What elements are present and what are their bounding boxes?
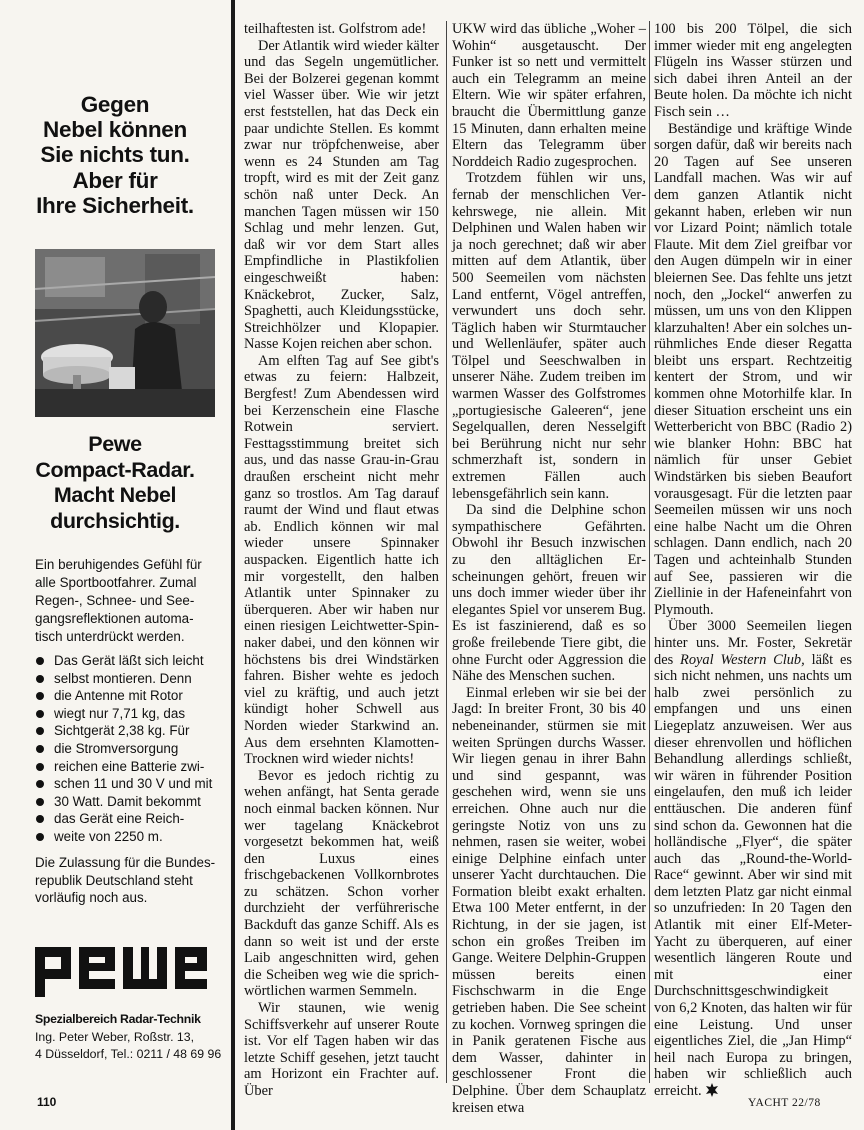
article-text: Über 3000 Seemeilen liegen hinter uns. Mr. Foster, Sekretär des [654, 618, 852, 668]
article-paragraph: Am elften Tag auf See gibt's etwas zu feiern: Halbzeit, Bergfest! Zum Abendessen wird bei Kerzenschein eine Flasche Rotwein serviert. Festtagsstimmung breitet sich aus, und das nasse Grau-in-Grau draußen erscheint nicht mehr ganz so trostlos. Am Tag darauf raumt der Wind und flaut etwas ab. Endlich können wir mal wieder unsere Spinnaker auspacken. Eigentlich hatte ich mir vorgestellt, den halben Atlantik unter Spinnaker zu überqueren. Aber wir haben nur einen riesigen Leichtwetter-Spinnaker dabei, und den können wir höchstens bis drei Windstärken fahren. Bisher wehte es jedoch viel zu kräftig, und auch jetzt kündigt hoher Schwell aus Norden wieder Starkwind an. Aus dem ersehnten Klamotten-Trocknen wird wieder nichts! [244, 352, 439, 768]
ad-feature-item [35, 722, 230, 740]
bullet-icon [36, 780, 44, 788]
bullet-icon [36, 763, 44, 771]
magazine-name: YACHT [748, 1097, 789, 1109]
article-column-1 [244, 21, 439, 1099]
ad-feature-text: 30 Watt. Damit bekommt [54, 793, 201, 809]
ad-feature-text: wiegt nur 7,71 kg, das [54, 705, 186, 721]
bullet-icon [36, 692, 44, 700]
ad-headline [10, 92, 220, 218]
ad-feature-item [35, 793, 230, 811]
ad-feature-item [35, 740, 230, 758]
ad-feature-list [35, 652, 230, 846]
ad-feature-text: das Gerät eine Reich- [54, 811, 185, 827]
ad-address-line: Ing. Peter Weber, Roßstr. 13, [35, 1030, 195, 1044]
ad-headline-line: Aber für [72, 167, 158, 193]
issue-number: 22/78 [792, 1097, 821, 1109]
pewe-logo [35, 937, 207, 1002]
bullet-icon [36, 710, 44, 718]
club-name: Royal Western Club, [680, 651, 805, 668]
column-rule [649, 21, 650, 1083]
ad-intro-line: Ein beruhigendes Gefühl für [35, 557, 202, 572]
ad-approval-line: Die Zulassung für die Bundes- [35, 855, 216, 870]
ad-intro-line: tisch unterdrückt werden. [35, 629, 185, 644]
ad-department: Spezialbereich Radar-Technik [35, 1012, 201, 1026]
article-text: läßt es sich nicht nehmen, uns nachts um halb zwei persönlich zu empfangen und uns einen Liegeplatz anzuweisen. Wer aus dieser ehrenvollen und höflichen Behandlung allerdings schließt, wir wären in führender Position eingelaufen, den muß ich leider enttäuschen. Die anderen fünf sind schon da. Gewonnen hat die holländische „Flyer“, die später auch das „Round-the-World-Race“ gewinnt. Aber wir sind mit dem letzten Platz gar nicht einmal so unzufrieden: In 20 Tagen den Atlantik mit einer Elf-Meter-Yacht zu überqueren, auf einer wesentlich längeren Route und mit einer Durchschnittsgeschwindigkeit von 6,2 Knoten, das halten wir für eine Leistung. Und unser eigentliches Ziel, die „Jan Himp“ heil nach Europa zu bringen, haben wir schließlich auch erreicht. [654, 651, 853, 1099]
ad-feature-item [35, 775, 230, 793]
ad-feature-text: die Antenne mit Rotor [54, 688, 183, 704]
ad-feature-item [35, 687, 230, 705]
ad-feature-text: selbst montieren. Denn [54, 670, 192, 686]
ad-feature-text: reichen eine Batterie zwi- [54, 758, 205, 774]
column-rule [446, 21, 447, 1083]
bullet-icon [36, 657, 44, 665]
bullet-icon [36, 745, 44, 753]
article-column-2 [452, 21, 646, 1116]
ad-address-line: 4 Düsseldorf, Tel.: 0211 / 48 69 96 [35, 1047, 222, 1061]
ad-feature-item [35, 758, 230, 776]
ad-feature-item [35, 810, 230, 828]
article-end-mark-icon [705, 1083, 719, 1097]
ad-headline-line: Nebel können [43, 117, 187, 143]
article-paragraph: 100 bis 200 Tölpel, die sich immer wieder mit eng angelegten Flügeln ins Wasser stürzen und sich dabei ihren Anteil an der Beute holen. Da möchte ich nicht Fisch sein … [654, 21, 852, 120]
bullet-icon [36, 675, 44, 683]
article-paragraph: Bevor es jedoch richtig zu wehen anfängt, hat Senta gerade noch einmal backen können. Nur wer tagelang Knäckebrot vorgesetzt bekommen hat, weiß den Luxus eines frischgebackenen Vollkornbrotes zu schätzen. Schon vorher durchzieht der verführerische Backduft das ganze Schiff. Als es dann so weit ist und der erste Laib angeschnitten wird, gehen die Scheiben weg wie die sprichwörtlichen warmen Semmeln. [244, 767, 439, 1000]
bullet-icon [36, 798, 44, 806]
bullet-icon [36, 815, 44, 823]
article-paragraph: Beständige und kräftige Winde sorgen dafür, daß wir bereits nach 20 Tagen auf See unseren Landfall machen. Was wir auf dem ganzen Atlantik nicht gekannt haben, erleben wir nun vor Lizard Point; nämlich totale Flaute. Mit dem Ziel greifbar vor den Augen dümpeln wir in einer bleiernen See. Das fehlte uns jetzt noch, den „Jockel“ anwerfen zu müssen, um uns von den Klippen klarzuhalten! Aber ein solches unrühmliches Ende dieser Regatta bleibt uns erspart. Rechtzeitig kentert der Strom, und wir kommen ohne Motorhilfe klar. In dieser Situation erscheint uns ein Wetterbericht von BBC (Radio 2) wie blanker Hohn: BBC hat nämlich für unser Gebiet Windstärken bis sieben Beaufort vorausgesagt. Für die letzten paar Seemeilen müssen wir uns noch eine halbe Nacht um die Ohren schlagen. Dann endlich, nach 20 Tagen und achteinhalb Stunden auf See, passieren wir die Ziellinie in der Hafeneinfahrt von Plymouth. [654, 120, 852, 618]
ad-feature-item [35, 670, 230, 688]
article-paragraph: Wir staunen, wie wenig Schiffsverkehr auf unserer Route ist. Vor elf Tagen haben wir das letzte Schiff gesehen, jetzt taucht am Horizont ein Frachter auf. Über [244, 1000, 439, 1099]
ad-product-line: Macht Nebel [53, 483, 177, 507]
page-number: 110 [37, 1095, 57, 1109]
article-paragraph: Da sind die Delphine schon sympathischere Gefährten. Obwohl ihr Besuch inzwischen zu den alltäglichen Erscheinungen gehört, freuen wir uns doch immer wieder über ihr elegantes Spiel vor unserem Bug. Es ist faszinierend, daß es so große freilebende Tiere gibt, die ohne Furcht oder Aggression die Nähe des Menschen suchen. [452, 502, 646, 685]
article-paragraph [654, 618, 852, 1099]
ad-headline-line: Gegen [80, 92, 150, 117]
ad-intro-line: Regen-, Schnee- und See- [35, 593, 195, 608]
ad-product-line: durchsichtig. [50, 508, 180, 533]
ad-product-line: Pewe [88, 432, 142, 456]
bullet-icon [36, 727, 44, 735]
ad-feature-item [35, 705, 230, 723]
ad-product-line: Compact-Radar. [35, 457, 195, 482]
ad-intro-line: alle Sportbootfahrer. Zumal [35, 575, 197, 590]
article-paragraph: teilhaftesten ist. Golfstrom ade! [244, 21, 427, 37]
ad-photo-radar-on-deck [35, 249, 215, 417]
ad-feature-item [35, 652, 230, 670]
ad-product-claim [10, 432, 220, 534]
ad-intro-text [35, 556, 230, 646]
ad-feature-text: die Stromversorgung [54, 740, 179, 756]
ad-feature-text: weite von 2250 m. [54, 828, 163, 844]
ad-address [35, 1029, 230, 1063]
pewe-radar-advertisement [0, 0, 230, 1130]
ad-feature-text: Sichtgerät 2,38 kg. Für [54, 723, 190, 739]
article-paragraph: Trotzdem fühlen wir uns, fernab der menschlichen Verkehrswege, nie allein. Mit Delphinen und Walen haben wir ja noch gerechnet; daß wir aber mitten auf dem Atlantik, über 500 Seemeilen vom nächsten Land entfernt, Vögel antreffen, verwundert uns doch sehr. Täglich haben wir Sturmtaucher und Wellenläufer, später auch Tölpel und Seeschwalben in unserer Nähe. Zudem treiben im warmen Wasser des Golfstromes „portugiesische Galeeren“, jene Segelquallen, deren Nesselgift bei Berührung nicht nur sehr schmerzhaft ist, sondern in extremen Fällen auch lebensgefährlich sein kann. [452, 170, 646, 502]
article-paragraph: Einmal erleben wir sie bei der Jagd: In breiter Front, 30 bis 40 nebeneinander, stürmen sie mit weiten Sprüngen durchs Wasser. Wir liegen genau in ihrer Bahn und sind gespannt, was geschehen wird, wenn sie uns erreichen. Ohne auch nur die geringste Notiz von uns zu nehmen, rasen sie weiter, wobei einige Delphine einfach unter unserer Yacht durchtauchen. Die Formation bleibt exakt erhalten. Etwa 100 Meter entfernt, in der Richtung, in der sie jagen, ist schon ein großes Treiben im Gange. Weitere Delphin-Gruppen müssen bereits einen Fischschwarm in die Enge getrieben haben. Die See scheint zu kochen. Vornweg springen die in Panik geratenen Fische aus dem Wasser, dahinter in geschlossener Front die Delphine. Über dem Schauplatz kreisen etwa [452, 684, 646, 1116]
ad-feature-text: Das Gerät läßt sich leicht [54, 653, 204, 668]
ad-feature-text: schen 11 und 30 V und mit [54, 776, 213, 792]
article-paragraph: UKW wird das übliche „Woher – Wohin“ ausgetauscht. Der Funker ist so nett und vermittelt auch ein Telegramm an meine Eltern. Wie wir später erfahren, braucht die Übermittlung ganze 15 Minuten, dann erhalten meine Eltern das Telegramm über Norddeich Radio zugesprochen. [452, 21, 646, 170]
ad-approval-line: vorläufig noch aus. [35, 890, 148, 906]
page-footer [748, 1097, 821, 1109]
ad-approval-line: republik Deutschland steht [35, 872, 193, 888]
ad-headline-line: Sie nichts tun. [40, 142, 190, 168]
ad-approval-note [35, 854, 230, 907]
article-paragraph: Der Atlantik wird wieder kälter und das Segeln ungemütlicher. Bei der Bolzerei gegenan kommt viel Wasser über. Wie wir jetzt erst feststellen, hat das Deck ein paar undichte Stellen. Es kommt zwar nur tröpfchenweise, aber wenn es 24 Stunden am Tag tropft, wird es mit der Zeit ganz schön naß unter Deck. An manchen Tagen müssen wir 150 Schlag und mehr lenzen. Gut, daß wir vor dem Start alles Empfindliche in Plastikfolien eingeschweißt haben: Knäckebrot, Zucker, Salz, Spaghetti, auch Kleidungsstücke, Streichhölzer und Klopapier. Nasse Kojen reichen aber schon. [244, 37, 439, 353]
article-column-3 [654, 21, 853, 1099]
ad-divider [231, 0, 235, 1130]
ad-headline-line: Ihre Sicherheit. [36, 192, 194, 218]
ad-feature-item [35, 828, 230, 846]
bullet-icon [36, 833, 44, 841]
ad-intro-line: gangsreflektionen automa- [35, 611, 194, 626]
